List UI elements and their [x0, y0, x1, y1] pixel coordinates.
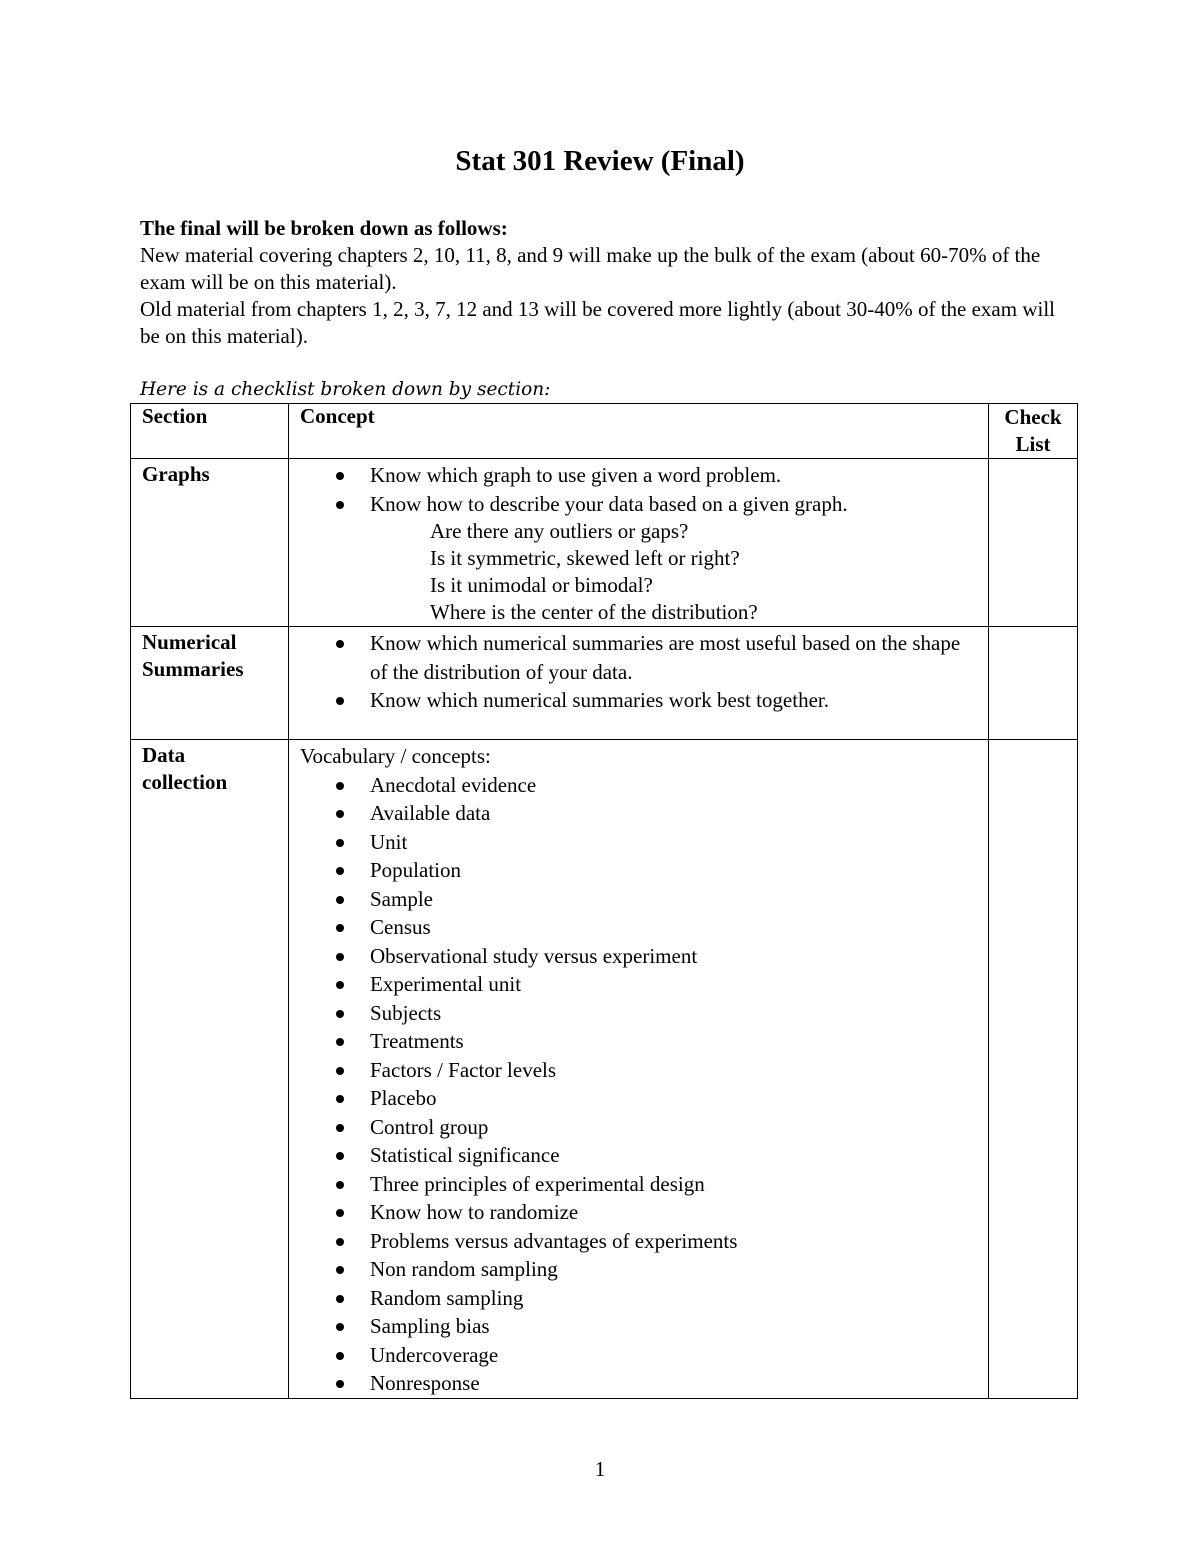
- list-item: Placebo: [300, 1084, 978, 1113]
- check-cell-numerical[interactable]: [989, 627, 1078, 740]
- list-item: Know which numerical summaries are most useful based on the shape of the distribution of your data.: [300, 629, 978, 686]
- table-row: [131, 740, 1078, 1399]
- bullet-icon: [336, 953, 344, 961]
- bullet-icon: [336, 1181, 344, 1189]
- list-item: Census: [300, 913, 978, 942]
- list-item: Know which graph to use given a word problem.: [300, 461, 978, 490]
- intro-old-material: Old material from chapters 1, 2, 3, 7, 12 and 13 will be covered more lightly (about 30-40% of the exam will be on this material).: [140, 297, 1056, 348]
- check-cell-graphs[interactable]: [989, 459, 1078, 627]
- bullet-icon: [336, 924, 344, 932]
- intro-section: [140, 215, 1060, 350]
- list-item: Know how to randomize: [300, 1198, 978, 1227]
- concept-cell-data-collection: [289, 740, 989, 1399]
- bullet-icon: [336, 1323, 344, 1331]
- list-item: Statistical significance: [300, 1141, 978, 1170]
- bullet-icon: [336, 697, 344, 705]
- checklist-note: Here is a checklist broken down by section:: [140, 379, 551, 400]
- graphs-bullet-list: [300, 461, 978, 518]
- bullet-icon: [336, 1209, 344, 1217]
- list-item: Anecdotal evidence: [300, 771, 978, 800]
- bullet-icon: [336, 472, 344, 480]
- bullet-icon: [336, 1010, 344, 1018]
- list-item: Sampling bias: [300, 1312, 978, 1341]
- section-label-graphs: Graphs: [142, 462, 210, 486]
- bullet-icon: [336, 1380, 344, 1388]
- section-label-numerical: Numerical Summaries: [142, 630, 244, 681]
- section-cell-graphs: [131, 459, 289, 627]
- intro-new-material: New material covering chapters 2, 10, 11, 8, and 9 will make up the bulk of the exam (about 60-70% of the exam will be on this material).: [140, 243, 1041, 294]
- list-item: Treatments: [300, 1027, 978, 1056]
- list-item: Unit: [300, 828, 978, 857]
- bullet-icon: [336, 1238, 344, 1246]
- list-item: Nonresponse: [300, 1369, 978, 1398]
- header-section: Section: [131, 404, 289, 459]
- list-item: Experimental unit: [300, 970, 978, 999]
- bullet-icon: [336, 640, 344, 648]
- bullet-icon: [336, 1295, 344, 1303]
- bullet-icon: [336, 782, 344, 790]
- graph-question: Are there any outliers or gaps?: [430, 519, 689, 543]
- section-label-data-collection: Data collection: [142, 743, 228, 794]
- list-item: Know which numerical summaries work best together.: [300, 686, 978, 715]
- numerical-bullet-list: [300, 629, 978, 715]
- table-row: [131, 627, 1078, 740]
- list-item: Observational study versus experiment: [300, 942, 978, 971]
- list-item: Factors / Factor levels: [300, 1056, 978, 1085]
- data-collection-bullet-list: [300, 771, 978, 1398]
- bullet-icon: [336, 1124, 344, 1132]
- section-cell-numerical: [131, 627, 289, 740]
- bullet-icon: [336, 810, 344, 818]
- header-check-list: Check List: [989, 404, 1078, 459]
- bullet-icon: [336, 1152, 344, 1160]
- table-row: [131, 459, 1078, 627]
- list-item: Subjects: [300, 999, 978, 1028]
- section-cell-data-collection: [131, 740, 289, 1399]
- list-item: Population: [300, 856, 978, 885]
- bullet-icon: [336, 1038, 344, 1046]
- bullet-icon: [336, 1095, 344, 1103]
- document-title: Stat 301 Review (Final): [455, 145, 745, 177]
- bullet-icon: [336, 1352, 344, 1360]
- list-item: Sample: [300, 885, 978, 914]
- bullet-icon: [336, 981, 344, 989]
- list-item: Available data: [300, 799, 978, 828]
- bullet-icon: [336, 896, 344, 904]
- graph-question: Is it symmetric, skewed left or right?: [430, 546, 740, 570]
- bullet-icon: [336, 839, 344, 847]
- page-number: 1: [594, 1457, 606, 1481]
- list-item: Three principles of experimental design: [300, 1170, 978, 1199]
- concept-cell-graphs: [289, 459, 989, 627]
- check-cell-data-collection[interactable]: [989, 740, 1078, 1399]
- bullet-icon: [336, 867, 344, 875]
- graph-question: Where is the center of the distribution?: [430, 600, 758, 624]
- bullet-icon: [336, 1266, 344, 1274]
- vocabulary-intro: Vocabulary / concepts:: [300, 744, 491, 768]
- list-item: Control group: [300, 1113, 978, 1142]
- header-concept: Concept: [289, 404, 989, 459]
- table-header-row: [131, 404, 1078, 459]
- graph-question: Is it unimodal or bimodal?: [430, 573, 653, 597]
- list-item: Undercoverage: [300, 1341, 978, 1370]
- intro-heading: The final will be broken down as follows:: [140, 216, 508, 240]
- list-item: Problems versus advantages of experiments: [300, 1227, 978, 1256]
- checklist-table: [130, 403, 1078, 1399]
- list-item: Random sampling: [300, 1284, 978, 1313]
- bullet-icon: [336, 501, 344, 509]
- bullet-icon: [336, 1067, 344, 1075]
- concept-cell-numerical: [289, 627, 989, 740]
- list-item: Non random sampling: [300, 1255, 978, 1284]
- list-item: Know how to describe your data based on a given graph.: [300, 490, 978, 519]
